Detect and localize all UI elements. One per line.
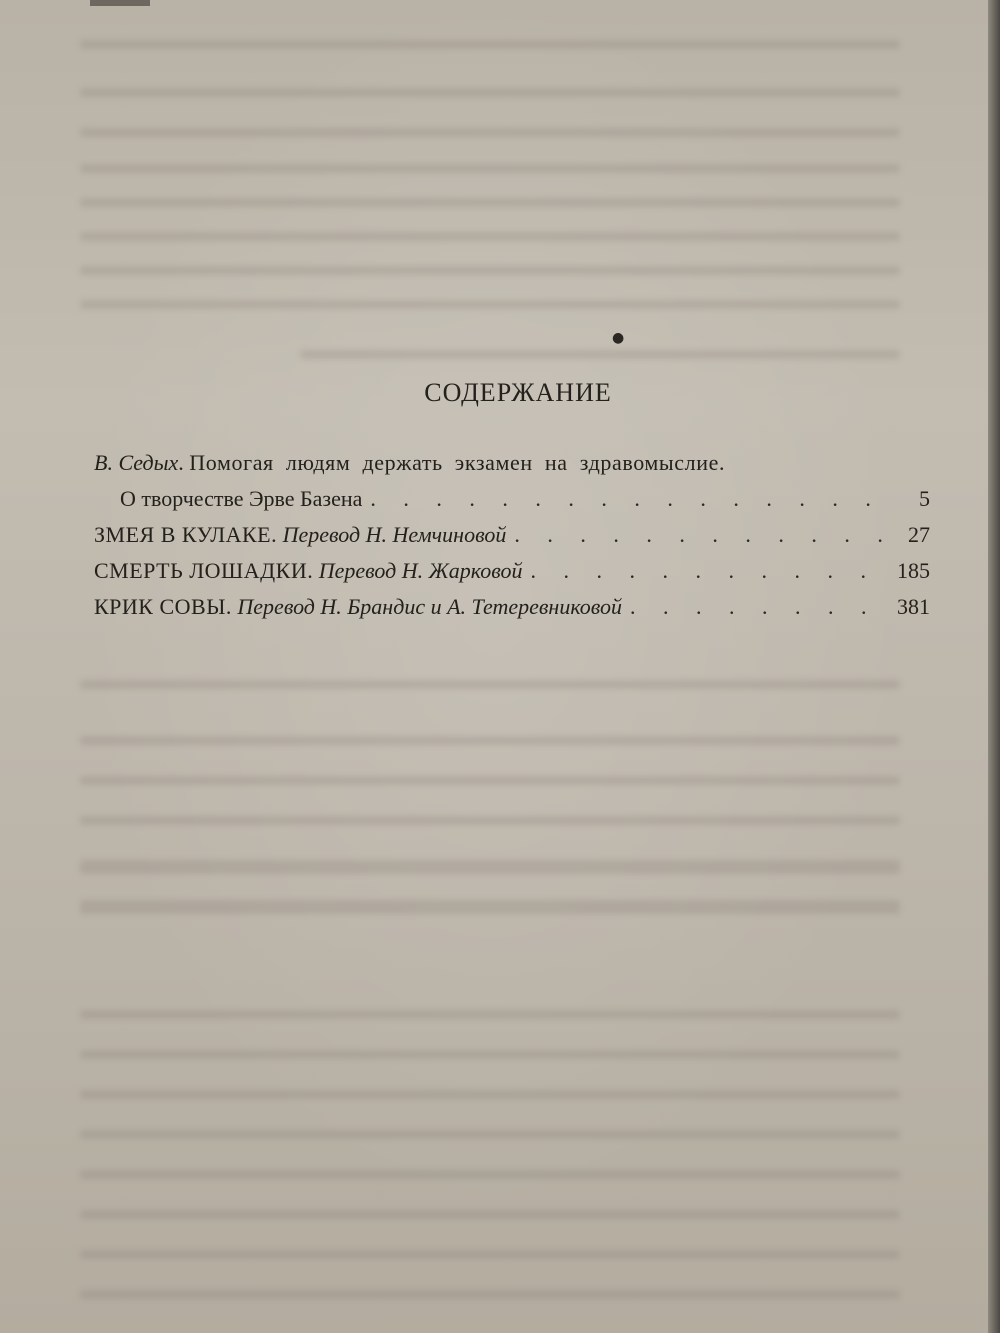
- toc-entry-novel-1: [94, 522, 930, 558]
- bleed-through-line: [80, 900, 900, 914]
- bleed-through-line: [80, 88, 900, 97]
- page-title: СОДЕРЖАНИЕ: [424, 378, 612, 407]
- toc-page-number: 5: [919, 486, 930, 511]
- toc-subtitle: О творчестве Эрве Базена: [120, 486, 363, 511]
- bleed-through-line: [80, 736, 900, 745]
- toc-author: В. Седых: [94, 450, 179, 475]
- toc-translation: Перевод Н. Жарковой: [318, 558, 523, 583]
- toc-entry-novel-3: [94, 594, 930, 630]
- toc-entry-essay: В. Седых . Помогая людям держать экзамен на здравомыслие.: [94, 450, 726, 475]
- dot-leader: [531, 558, 883, 584]
- toc-page-number: 27: [908, 522, 930, 547]
- bleed-through-line: [80, 1170, 900, 1179]
- bleed-through-line: [80, 128, 900, 137]
- toc-page-number: 381: [897, 594, 930, 619]
- bleed-through-line: [80, 198, 900, 207]
- toc-title: ЗМЕЯ В КУЛАКЕ.: [94, 522, 278, 547]
- bleed-through-line: [300, 350, 900, 359]
- toc-entry-essay-subtitle: [94, 486, 930, 522]
- bleed-through-line: [80, 232, 900, 241]
- toc-entry-novel-2: [94, 558, 930, 594]
- toc-title: СМЕРТЬ ЛОШАДКИ.: [94, 558, 314, 583]
- toc-translation: Перевод Н. Немчиновой: [282, 522, 507, 547]
- bleed-through-line: [80, 816, 900, 825]
- page-edge-mark: [90, 0, 150, 6]
- bleed-through-line: [80, 1250, 900, 1259]
- toc-title: Помогая людям держать экзамен на здравомыслие.: [189, 450, 726, 475]
- bleed-through-line: [80, 300, 900, 309]
- toc-title: КРИК СОВЫ.: [94, 594, 232, 619]
- book-spine-edge: [988, 0, 1000, 1333]
- bleed-through-line: [80, 266, 900, 275]
- bleed-through-line: [80, 1290, 900, 1299]
- bleed-through-line: [80, 860, 900, 874]
- bleed-through-line: [80, 1010, 900, 1019]
- bullet-dot: ●: [612, 330, 625, 346]
- table-of-contents: [94, 450, 930, 630]
- bleed-through-line: [80, 680, 900, 689]
- dot-leader: [370, 486, 882, 512]
- bleed-through-line: [80, 1090, 900, 1099]
- toc-translation: Перевод Н. Брандис и А. Тетеревниковой: [237, 594, 623, 619]
- bleed-through-line: [80, 164, 900, 173]
- bleed-through-line: [80, 1050, 900, 1059]
- bleed-through-line: [80, 776, 900, 785]
- bleed-through-line: [80, 1210, 900, 1219]
- dot-leader: [514, 522, 882, 548]
- bleed-through-line: [80, 40, 900, 49]
- dot-leader: [630, 594, 882, 620]
- toc-page-number: 185: [897, 558, 930, 583]
- bleed-through-line: [80, 1130, 900, 1139]
